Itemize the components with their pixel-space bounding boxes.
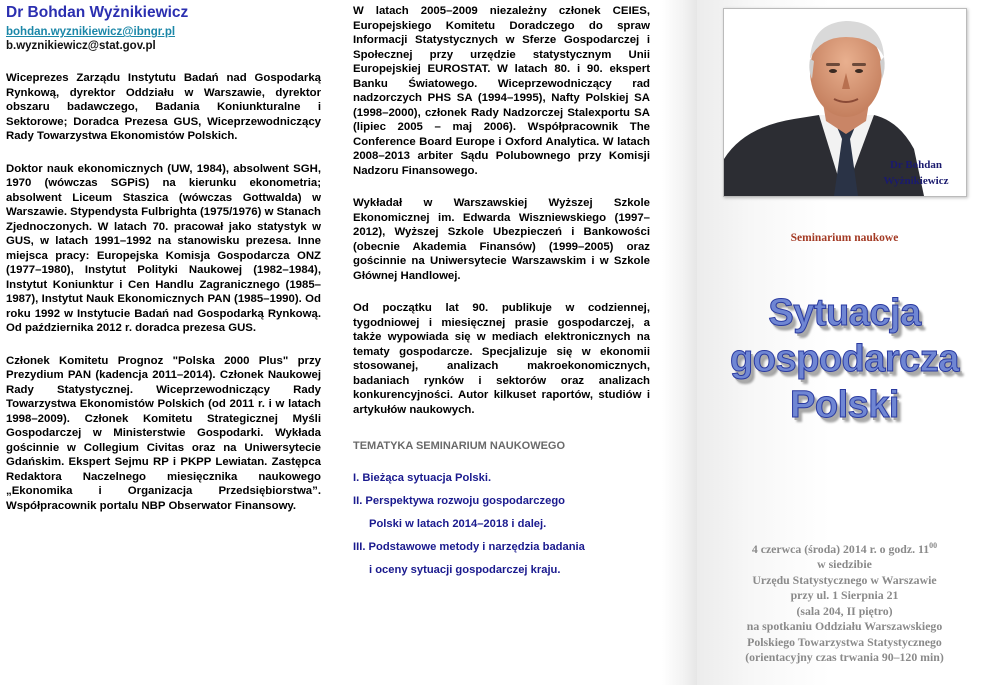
topic-1: I. Bieżąca sytuacja Polski. bbox=[353, 472, 492, 484]
event-date-text: 4 czerwca (środa) 2014 r. o godz. 11 bbox=[751, 541, 930, 556]
main-title bbox=[697, 290, 992, 428]
page-fold bbox=[662, 0, 697, 685]
cover-panel bbox=[697, 0, 992, 685]
left-column bbox=[0, 0, 331, 685]
author-photo bbox=[723, 8, 967, 197]
email-link-ibngr[interactable]: bohdan.wyznikiewicz@ibngr.pl bbox=[6, 26, 176, 38]
photo-caption bbox=[870, 157, 962, 189]
event-meeting: na spotkaniu Oddziału Warszawskiego bbox=[746, 619, 943, 634]
event-venue-intro: w siedzibie bbox=[817, 557, 872, 572]
topic-3: III. Podstawowe metody i narzędzia badania bbox=[353, 541, 585, 553]
seminar-label: Seminarium naukowe bbox=[790, 232, 899, 244]
bio-paragraph-5: Wykładał w Warszawskiej Wyższej Szkole Ekonomicznej im. Edwarda Wiszniewskiego (1997–2012), Wyższej Szkole Ubezpieczeń i Bankowości (obecnie Akademia Finansów) (1999–2005) oraz gościnnie na Uniwersytecie Warszawskim i w Szkole Głównej Handlowej. bbox=[353, 197, 650, 282]
email-stat: b.wyznikiewicz@stat.gov.pl bbox=[6, 40, 156, 52]
caption-line-1: Dr Bohdan bbox=[889, 159, 943, 171]
event-info bbox=[697, 538, 992, 666]
bio-paragraph-3: Członek Komitetu Prognoz "Polska 2000 Plus" przy Prezydium PAN (kadencja 2011–2014). Członek Naukowej Rady Statystycznej. Wiceprzewodniczący Rady Towarzystwa Ekonomistów Polskich (od 2011 r. i w latach 1998–2009). Członek Komitetu Strategicznej Myśli Gospodarczej w Ministerstwie Gospodarki. Wykłada gościnnie w Collegium Civitas oraz na Uniwersytecie Gdańskim. Ekspert Sejmu RP i PKPP Lewiatan. Zastępca Redaktora Naczelnego miesięcznika naukowego „Ekonomika i Organizacja Przedsiębiorstwa”. Współpracownik portalu NBP Obserwator Finansowy. bbox=[6, 354, 321, 512]
middle-column bbox=[331, 0, 662, 685]
bio-paragraph-4: W latach 2005–2009 niezależny członek CEIES, Europejskiego Komitetu Doradczego do spraw Informacji Statystycznych w Sferze Gospodarczej i Społecznej przy urzędzie statystycznym Unii Europejskiej EUROSTAT. W latach 80. i 90. ekspert Banku Światowego. Wiceprzewodniczący rad nadzorczych PHS SA (1994–1995), Nafty Polskiej SA (1998–2000), członek Rady Nadzorczej Stalexportu SA (lipiec 2005 – maj 2006). Współpracownik The Conference Board Europe i Oxford Analytica. W latach 2008–2013 arbiter Sądu Polubownego przy Komisji Nadzoru Finansowego. bbox=[353, 5, 650, 177]
main-title-line-2: gospodarcza bbox=[730, 338, 959, 380]
bio-paragraph-1: Wiceprezes Zarządu Instytutu Badań nad Gospodarką Rynkową, dyrektor Oddziału w Warszawie, dyrektor obszaru badawczego, Badania Koniunkturalne i Sektorowe; Doradca Prezesa GUS, Wiceprzewodniczący Rady Towarzystwa Ekonomistów Polskich. bbox=[6, 72, 321, 142]
bio-paragraph-6: Od początku lat 90. publikuje w codziennej, tygodniowej i miesięcznej prasie gospodarczej, a także wypowiada się w mediach elektronicznych na tematy gospodarcze. Specjalizuje się w ekonomii stosowanej, analizach makroekonomicznych, badaniach rynków i sektorów oraz analizach konkurencyjności. Autor kilkuset raportów, studiów i artykułów naukowych. bbox=[353, 302, 650, 416]
caption-line-2: Wyżnikiewicz bbox=[883, 175, 949, 187]
topic-2-continued: Polski w latach 2014–2018 i dalej. bbox=[369, 518, 547, 530]
main-title-line-1: Sytuacja bbox=[768, 292, 921, 334]
topic-2: II. Perspektywa rozwoju gospodarczego bbox=[353, 495, 565, 507]
event-venue: Urzędu Statystycznego w Warszawie bbox=[752, 572, 937, 587]
bio-paragraph-2: Doktor nauk ekonomicznych (UW, 1984), absolwent SGH, 1970 (wówczas SGPiS) na kierunku ekonometria; absolwent Liceum Staszica (wówczas Gottwalda) w Warszawie. Stypendysta Fulbrighta (1975/1976) w Stanach Zjednoczonych. W latach 70. pracował jako statystyk w GUS, w latach 1991–1992 na stanowisku prezesa. Inne miejsca pracy: Europejska Komisja Gospodarcza ONZ (1977–1980), Instytut Polityki Naukowej (1982–1984), Instytut Koniunktur i Cen Handlu Zagranicznego (1985–1987), Instytut Nauk Ekonomicznych PAN (1985–1990). Od roku 1992 w Instytucie Badań nad Gospodarką Rynkową. Od października 2012 r. doradca prezesa GUS. bbox=[6, 162, 321, 334]
event-time-minutes: 00 bbox=[929, 541, 938, 550]
main-title-line-3: Polski bbox=[790, 384, 899, 426]
event-date bbox=[697, 538, 992, 557]
author-name: Dr Bohdan Wyżnikiewicz bbox=[6, 4, 189, 21]
topics-heading: TEMATYKA SEMINARIUM NAUKOWEGO bbox=[353, 440, 566, 452]
event-address: przy ul. 1 Sierpnia 21 bbox=[790, 588, 899, 603]
event-organizer: Polskiego Towarzystwa Statystycznego bbox=[747, 634, 942, 649]
event-duration: (orientacyjny czas trwania 90–120 min) bbox=[745, 650, 944, 665]
event-room: (sala 204, II piętro) bbox=[796, 603, 893, 618]
topic-3-continued: i oceny sytuacji gospodarczej kraju. bbox=[369, 564, 561, 576]
